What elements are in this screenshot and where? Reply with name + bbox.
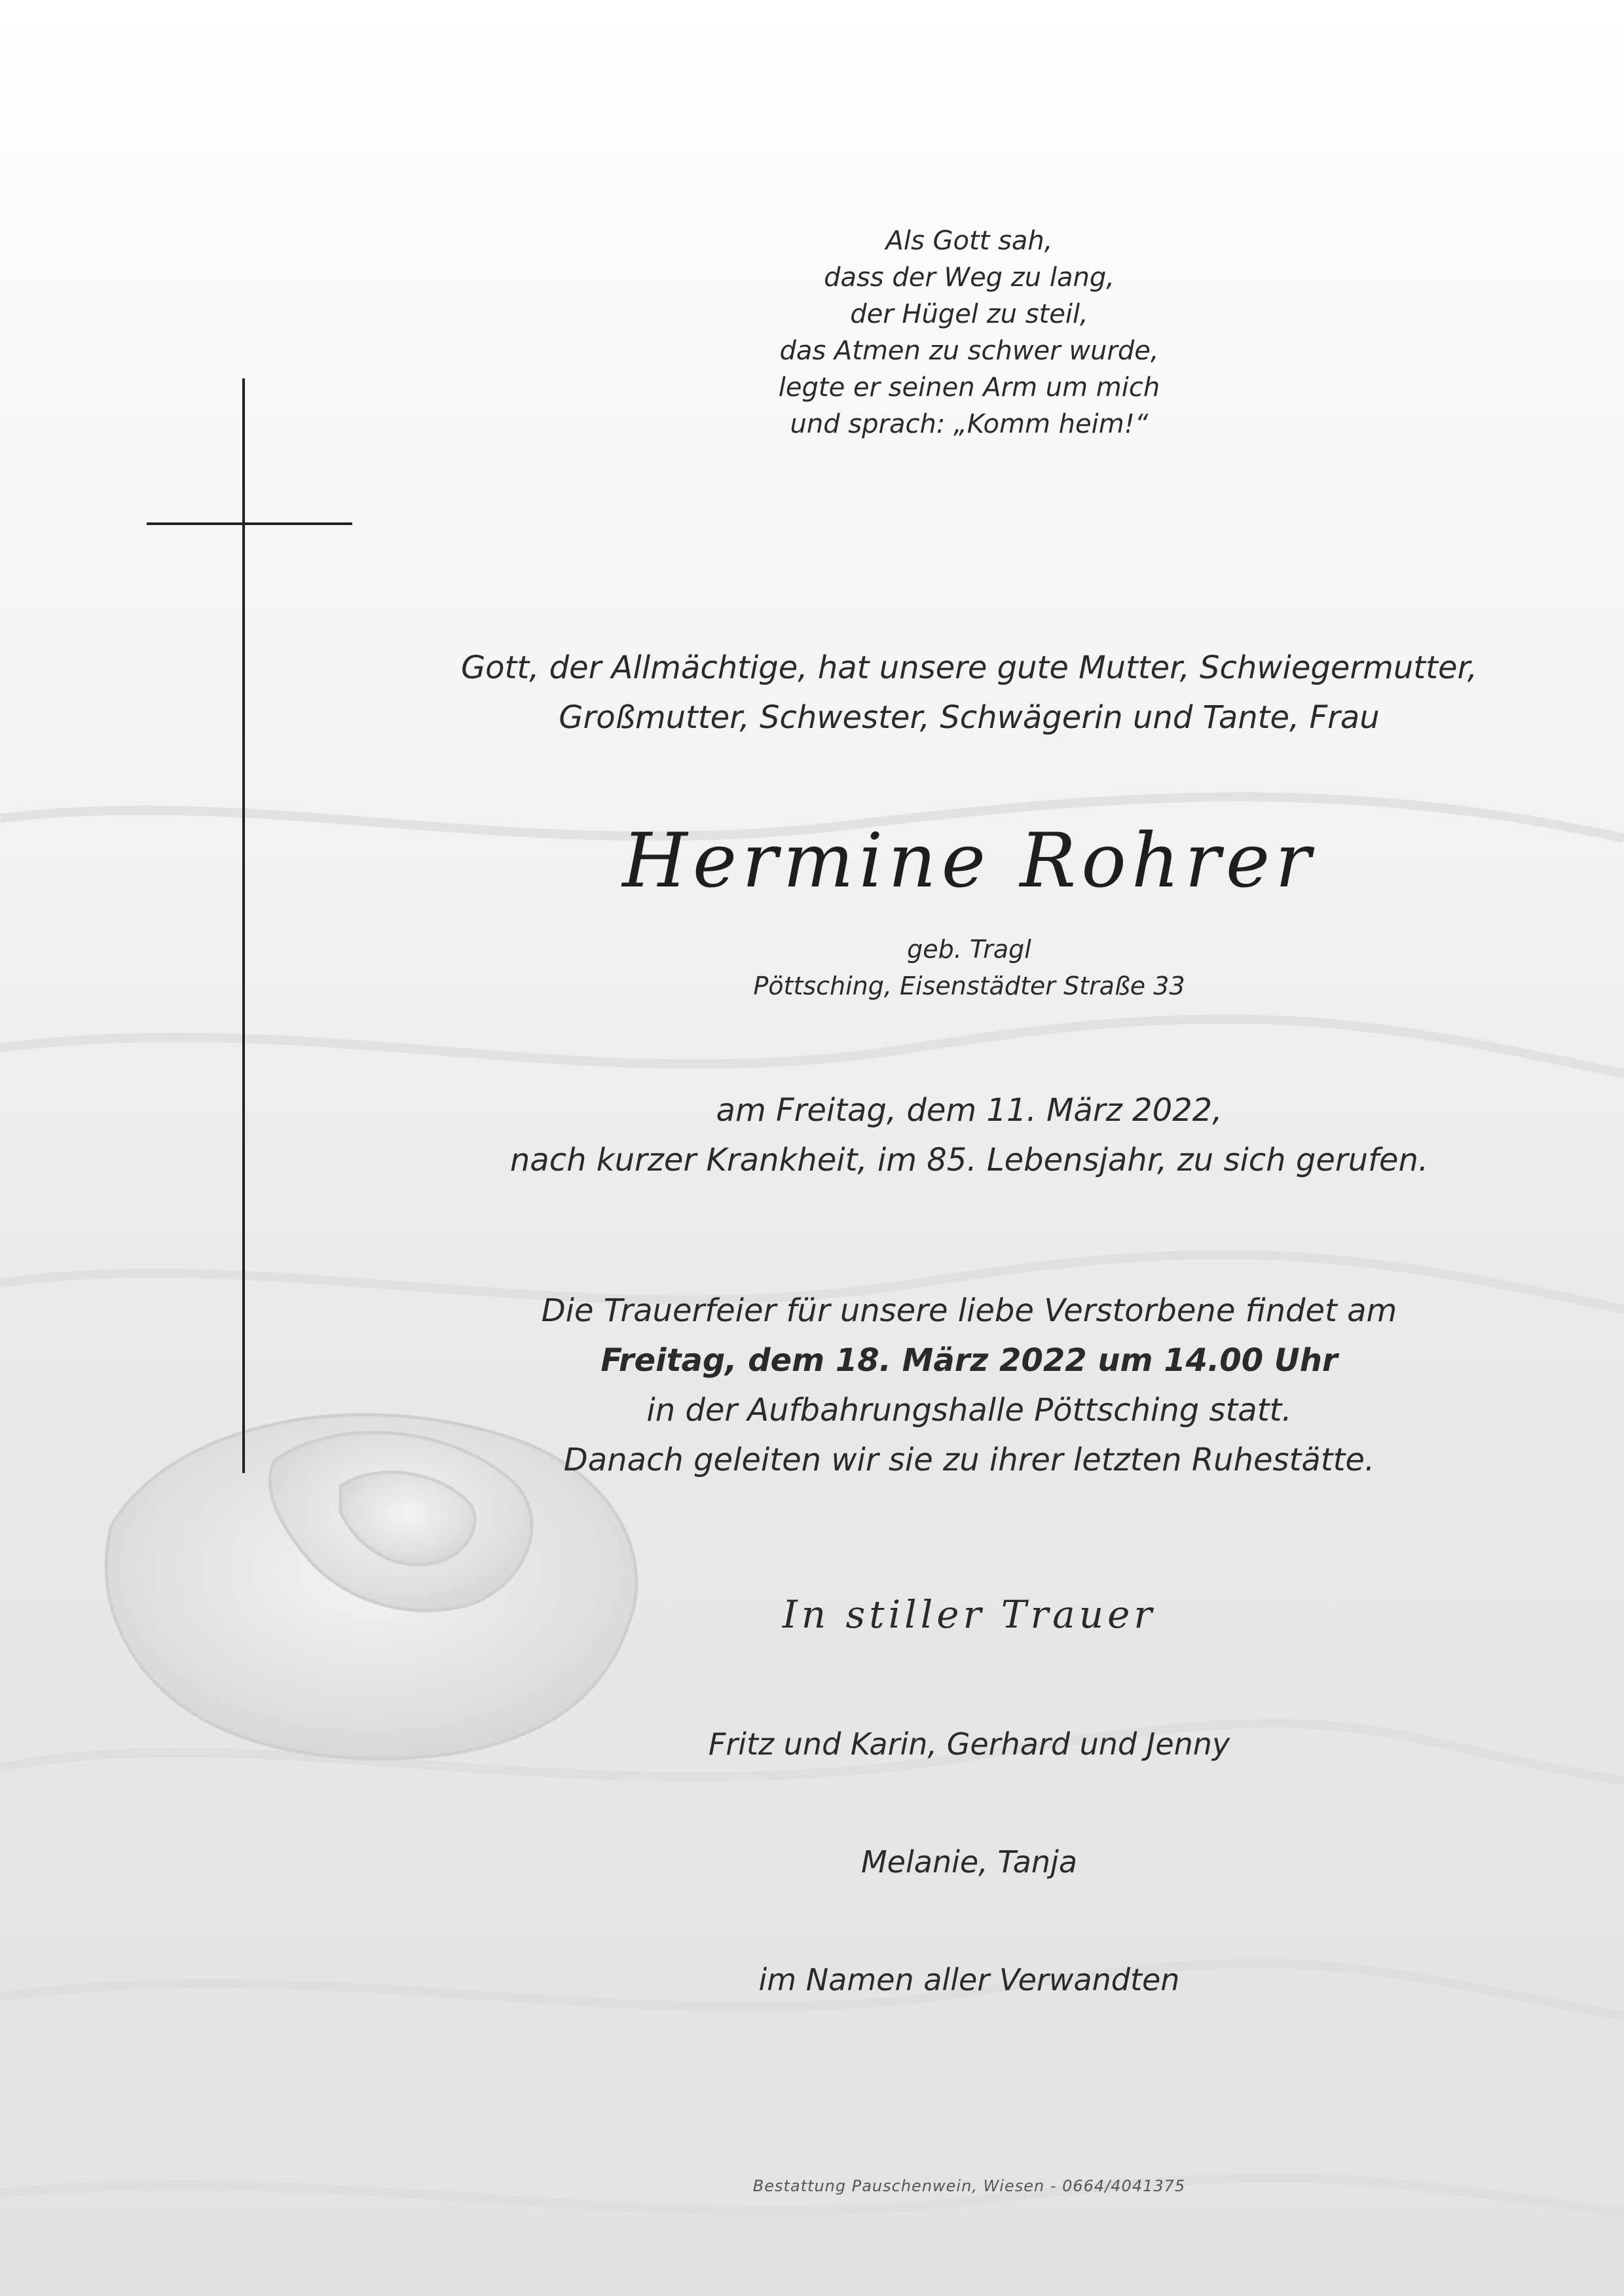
cross-vertical-bar — [242, 378, 245, 1473]
poem-line: das Atmen zu schwer wurde, — [779, 336, 1159, 366]
mourners-grandchildren: Melanie, Tanja — [860, 1844, 1078, 1880]
funeral-info — [458, 1286, 1480, 1485]
born-name: geb. Tragl — [907, 935, 1031, 964]
death-notice — [458, 1085, 1480, 1185]
mourners-children: Fritz und Karin, Gerhard und Jenny — [708, 1726, 1230, 1762]
poem-line: der Hügel zu steil, — [850, 299, 1088, 329]
address: Pöttsching, Eisenstädter Straße 33 — [753, 972, 1185, 1000]
in-sorrow-heading: In stiller Trauer — [782, 1592, 1156, 1637]
poem-line: dass der Weg zu lang, — [824, 263, 1115, 293]
poem-line: legte er seinen Arm um mich — [778, 373, 1160, 403]
funeral-home-footer: Bestattung Pauschenwein, Wiesen - 0664/4041375 — [752, 2177, 1186, 2195]
poem — [458, 223, 1480, 443]
deceased-details — [458, 931, 1480, 1004]
announcement-intro — [458, 643, 1480, 742]
funeral-date-time: Freitag, dem 18. März 2022 um 14.00 Uhr — [600, 1342, 1338, 1379]
death-circumstances: nach kurzer Krankheit, im 85. Lebensjahr, zu sich gerufen. — [509, 1142, 1429, 1178]
poem-line: und sprach: „Komm heim!“ — [790, 409, 1149, 439]
poem-line: Als Gott sah, — [885, 226, 1053, 256]
mourners-relatives: im Namen aller Verwandten — [758, 1962, 1180, 1997]
deceased-name: Hermine Rohrer — [622, 817, 1316, 904]
burial-note: Danach geleiten wir sie zu ihrer letzten Ruhestätte. — [563, 1442, 1375, 1478]
cross-horizontal-bar — [147, 522, 352, 525]
intro-line: Großmutter, Schwester, Schwägerin und Tante, Frau — [559, 699, 1380, 736]
funeral-intro: Die Trauerfeier für unsere liebe Verstorbene findet am — [541, 1292, 1397, 1329]
death-date: am Freitag, dem 11. März 2022, — [716, 1092, 1223, 1129]
intro-line: Gott, der Allmächtige, hat unsere gute Mutter, Schwiegermutter, — [460, 649, 1478, 686]
funeral-location: in der Aufbahrungshalle Pöttsching statt. — [646, 1392, 1292, 1429]
